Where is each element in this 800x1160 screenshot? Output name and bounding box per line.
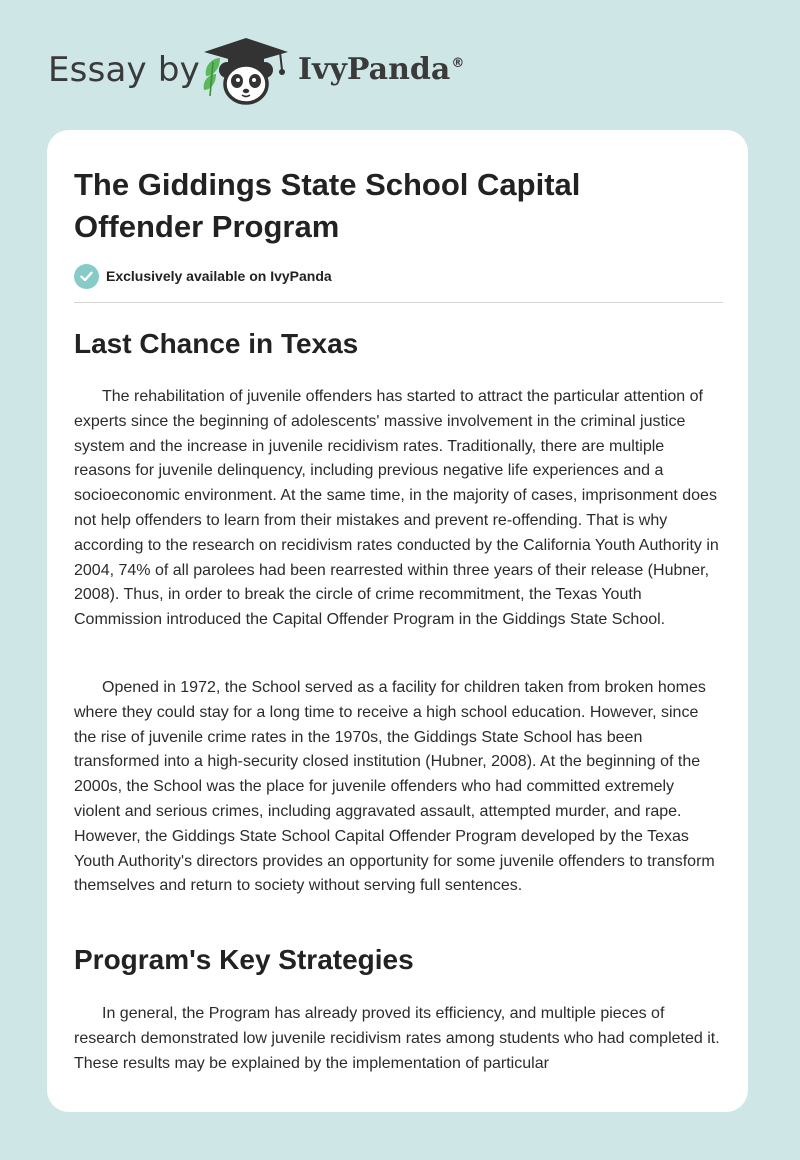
- exclusive-badge: [74, 263, 332, 289]
- article-card: [47, 130, 748, 1112]
- brand-name: IvyPanda: [298, 52, 451, 87]
- site-header: [0, 0, 800, 130]
- paragraph: Opened in 1972, the School served as a facility for children taken from broken homes where they could stay for a long time to receive a high school education. However, since the rise of juvenile crime rates in the 1970s, the Giddings State School has been transformed into a high-security closed institution (Hubner, 2008). At the beginning of the 2000s, the School was the place for juvenile offenders who had committed extremely violent and serious crimes, including aggravated assault, attempted murder, and rape. However, the Giddings State School Capital Offender Program developed by the Texas Youth Authority's directors provides an opportunity for some juvenile offenders to transform themselves and return to society without serving full sentences.: [74, 679, 715, 895]
- registered-mark: ®: [451, 56, 465, 71]
- title-divider: [74, 302, 723, 303]
- panda-graduate-icon[interactable]: [200, 36, 292, 108]
- section-heading: Last Chance in Texas: [74, 328, 359, 359]
- article-title: The Giddings State School Capital Offender Program: [74, 167, 581, 244]
- exclusive-label: Exclusively available on IvyPanda: [106, 268, 332, 284]
- paragraph: The rehabilitation of juvenile offenders has started to attract the particular attention of experts since the beginning of adolescents' massive involvement in the criminal justice system and the increase in juvenile recidivism rates. Traditionally, there are multiple reasons for juvenile delinquency, including previous negative life experiences and a socioeconomic environment. At the same time, in the majority of cases, imprisonment does not help offenders to learn from their mistakes and prevent re-offending. That is why according to the research on recidivism rates conducted by the California Youth Authority in 2004, 74% of all parolees had been rearrested within three years of their release (Hubner, 2008). Thus, in order to break the circle of crime recommitment, the Texas Youth Commission introduced the Capital Offender Program in the Giddings State School.: [74, 388, 719, 629]
- check-circle-icon: [74, 264, 99, 289]
- essay-by-label: Essay by: [48, 50, 200, 90]
- paragraph: In general, the Program has already proved its efficiency, and multiple pieces of research demonstrated low juvenile recidivism rates among students who had completed it. These results may be explained by the implementation of particular: [74, 1005, 720, 1072]
- section-heading: Program's Key Strategies: [74, 944, 414, 975]
- brand-logo-text[interactable]: [298, 52, 464, 87]
